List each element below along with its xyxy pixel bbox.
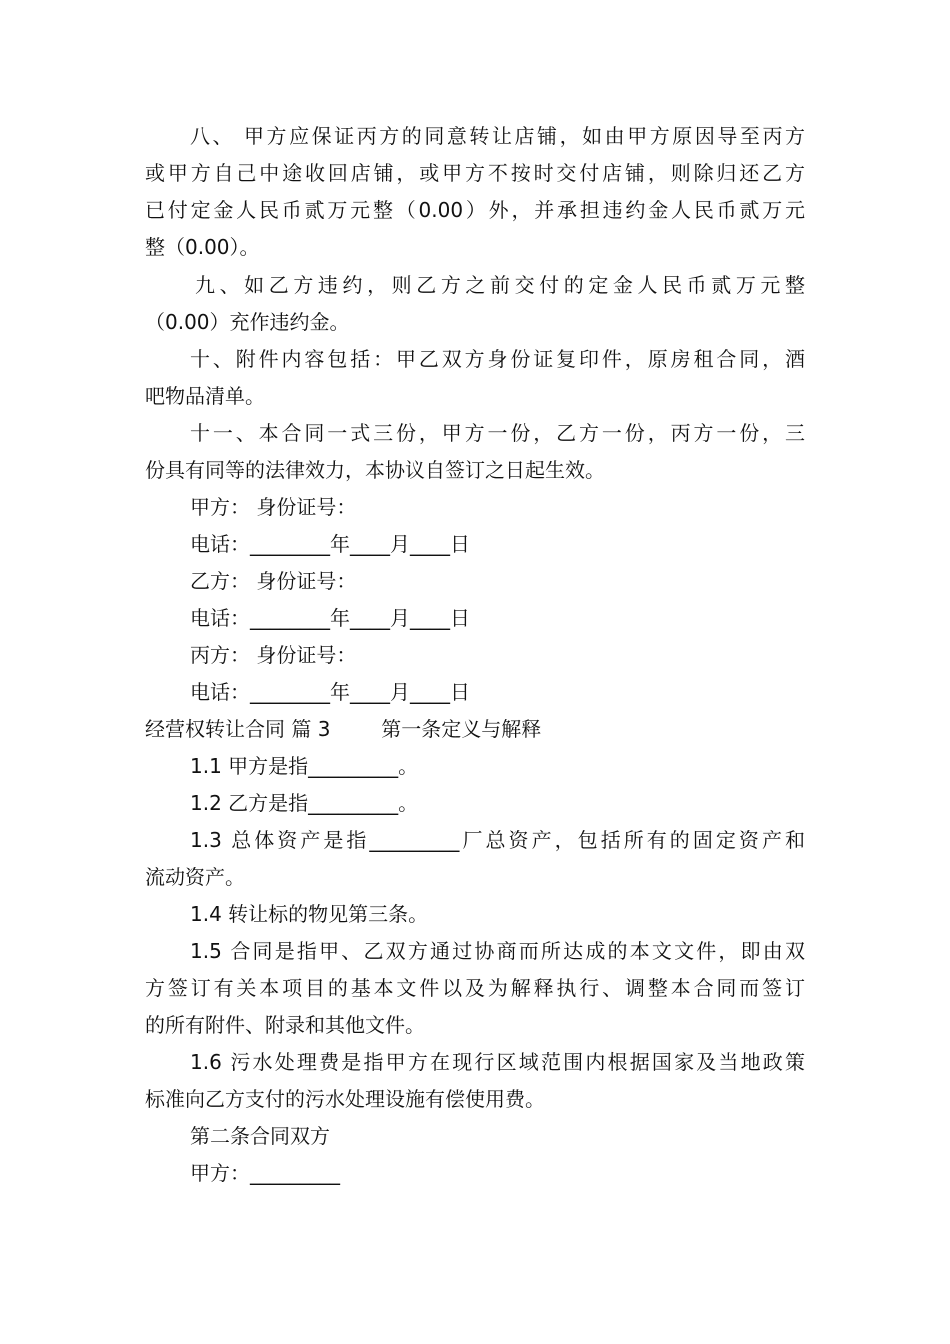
definition-1-5-line-2: 方签订有关本项目的基本文件以及为解释执行、调整本合同而签订	[145, 976, 805, 1000]
article-2-party-a-line: 甲方：_________	[190, 1161, 340, 1185]
section-3-heading: 经营权转让合同 篇 3 第一条定义与解释	[145, 717, 542, 741]
article-2-heading: 第二条合同双方	[190, 1124, 330, 1148]
clause-8-line-2: 或甲方自己中途收回店铺，或甲方不按时交付店铺，则除归还乙方	[145, 161, 805, 185]
definition-1-6-line-2: 标准向乙方支付的污水处理设施有偿使用费。	[145, 1087, 545, 1111]
definition-1-4: 1.4 转让标的物见第三条。	[190, 902, 429, 926]
clause-10-line-1: 十、附件内容包括：甲乙双方身份证复印件，原房租合同，酒	[190, 347, 805, 371]
definition-1-5-line-1: 1.5 合同是指甲、乙双方通过协商而所达成的本文文件，即由双	[190, 939, 805, 963]
clause-11-line-1: 十一、本合同一式三份，甲方一份，乙方一份，丙方一份，三	[190, 421, 805, 445]
definition-1-3-line-1: 1.3 总体资产是指_________厂总资产，包括所有的固定资产和	[190, 828, 805, 852]
party-b-phone-date-line: 电话：________年____月____日	[190, 606, 470, 630]
definition-1-3-line-2: 流动资产。	[145, 865, 245, 889]
party-b-id-line: 乙方： 身份证号：	[190, 569, 357, 593]
clause-8-line-4: 整（0.00）。	[145, 235, 260, 259]
clause-9-line-1: 九、如乙方违约，则乙方之前交付的定金人民币贰万元整	[195, 273, 805, 297]
clause-8-line-1: 八、 甲方应保证丙方的同意转让店铺，如由甲方原因导至丙方	[190, 124, 805, 148]
clause-9-line-2: （0.00）充作违约金。	[145, 310, 350, 334]
definition-1-5-line-3: 的所有附件、附录和其他文件。	[145, 1013, 425, 1037]
party-a-id-line: 甲方： 身份证号：	[190, 495, 357, 519]
party-a-phone-date-line: 电话：________年____月____日	[190, 532, 470, 556]
clause-11-line-2: 份具有同等的法律效力，本协议自签订之日起生效。	[145, 458, 605, 482]
clause-10-line-2: 吧物品清单。	[145, 384, 265, 408]
party-c-id-line: 丙方： 身份证号：	[190, 643, 357, 667]
definition-1-2: 1.2 乙方是指_________。	[190, 791, 419, 815]
definition-1-6-line-1: 1.6 污水处理费是指甲方在现行区域范围内根据国家及当地政策	[190, 1050, 805, 1074]
definition-1-1: 1.1 甲方是指_________。	[190, 754, 419, 778]
clause-8-line-3: 已付定金人民币贰万元整（0.00）外，并承担违约金人民币贰万元	[145, 198, 805, 222]
party-c-phone-date-line: 电话：________年____月____日	[190, 680, 470, 704]
